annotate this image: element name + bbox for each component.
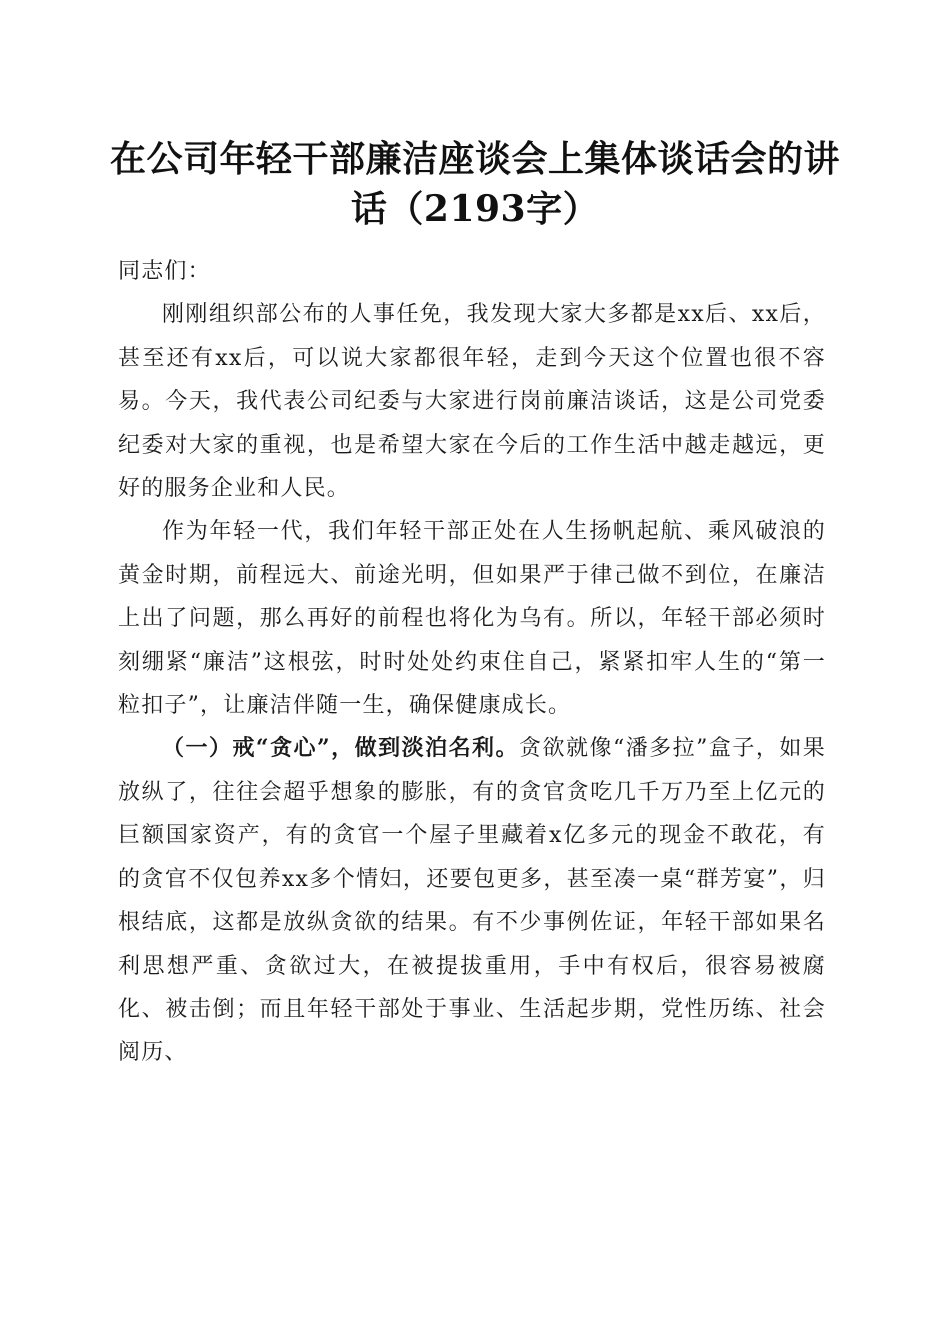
document-title: 在公司年轻干部廉洁座谈会上集体谈话会的讲话（2193字） <box>110 138 841 230</box>
document-body <box>118 250 826 1075</box>
salutation: 同志们： <box>118 259 211 284</box>
section-1-text: 贪欲就像“潘多拉”盒子，如果放纵了，往往会超乎想象的膨胀，有的贪官贪吃几千万乃至上亿元的巨额国家资产，有的贪官一个屋子里藏着x亿多元的现金不敢花，有的贪官不仅包养xx多个情妇，还要包更多，甚至凑一桌“群芳宴”，归根结底，这都是放纵贪欲的结果。有不少事例佐证，年轻干部如果名利思想严重、贪欲过大，在被提拔重用，手中有权后，很容易被腐化、被击倒；而且年轻干部处于事业、生活起步期，党性历练、社会阅历、 <box>118 736 826 1066</box>
paragraph-2: 作为年轻一代，我们年轻干部正处在人生扬帆起航、乘风破浪的黄金时期，前程远大、前途光明，但如果严于律己做不到位，在廉洁上出了问题，那么再好的前程也将化为乌有。所以，年轻干部必须时刻绷紧“廉洁”这根弦，时时处处约束住自己，紧紧扣牢人生的“第一粒扣子”，让廉洁伴随一生，确保健康成长。 <box>118 519 826 719</box>
section-1-paragraph <box>118 727 826 1074</box>
paragraph-1: 刚刚组织部公布的人事任免，我发现大家大多都是xx后、xx后，甚至还有xx后，可以说大家都很年轻，走到今天这个位置也很不容易。今天，我代表公司纪委与大家进行岗前廉洁谈话，这是公司党委纪委对大家的重视，也是希望大家在今后的工作生活中越走越远，更好的服务企业和人民。 <box>118 302 826 502</box>
section-1-heading: （一）戒“贪心”，做到淡泊名利。 <box>162 735 520 762</box>
